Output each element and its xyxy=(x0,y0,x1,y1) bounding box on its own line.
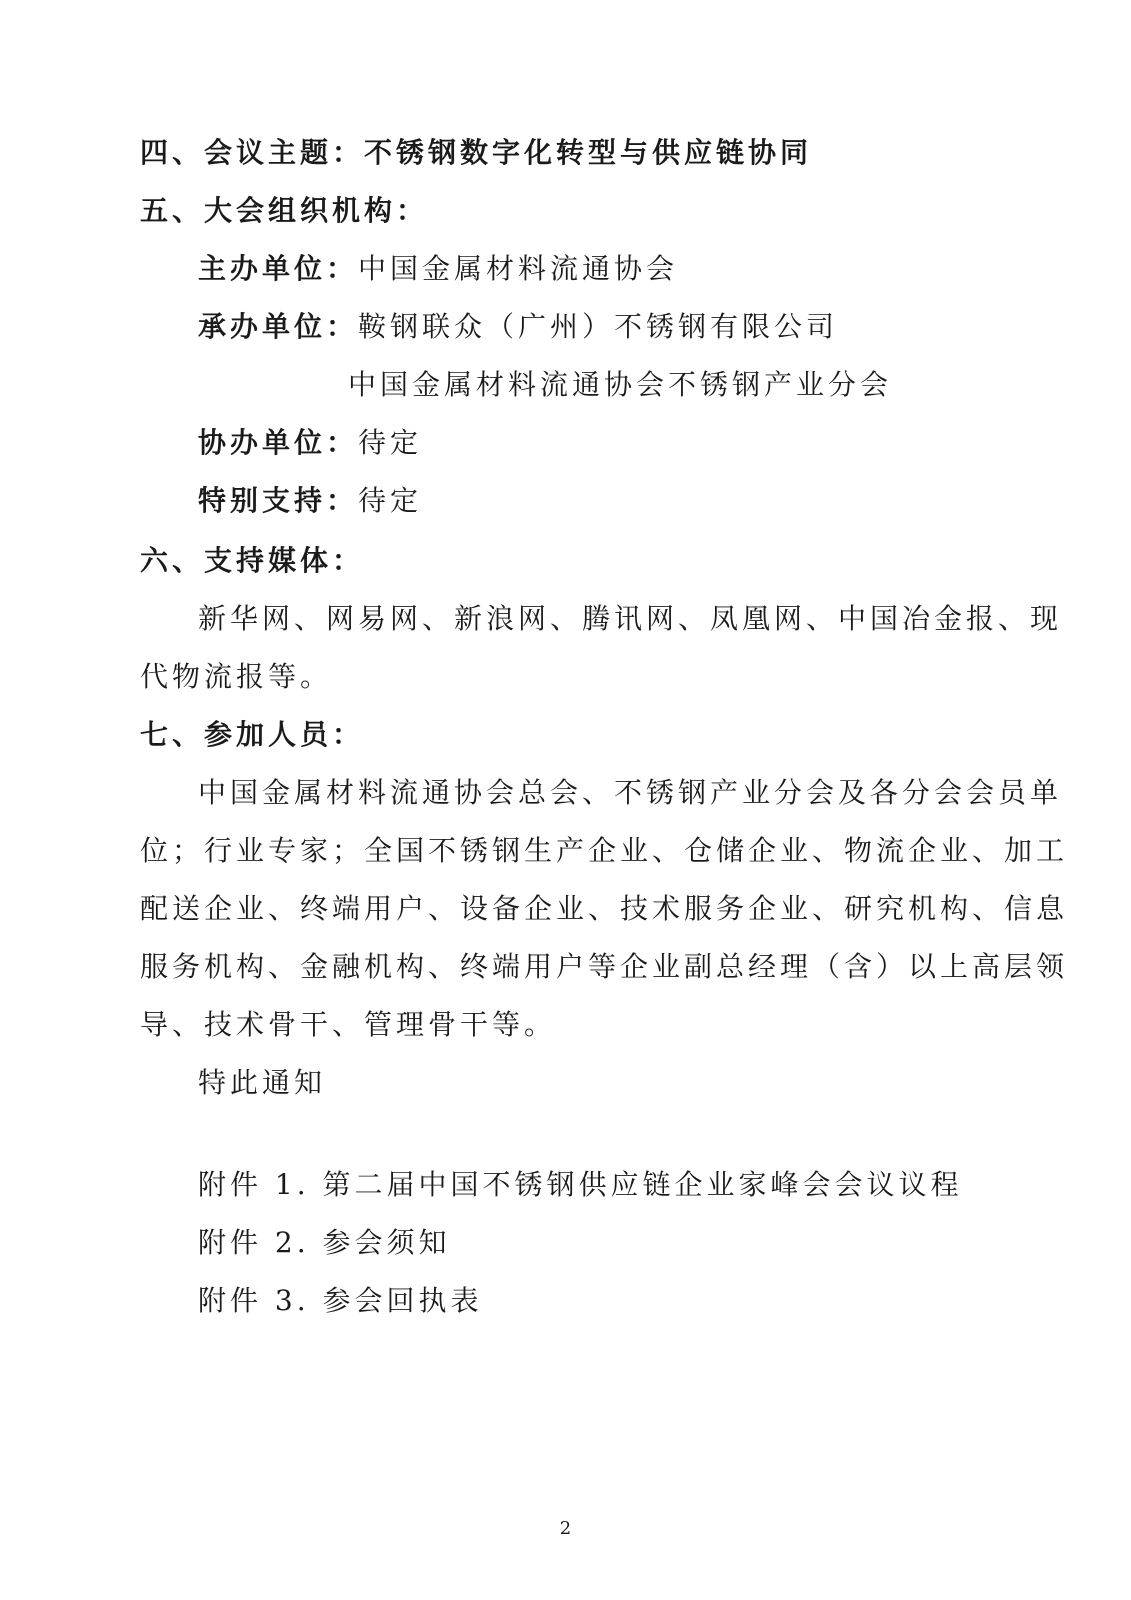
organizer-value-2: 中国金属材料流通协会不锈钢产业分会 xyxy=(348,368,893,401)
participants-line-4: 服务机构、金融机构、终端用户等企业副总经理（含）以上高层领 xyxy=(140,950,1069,983)
attachment-2: 附件 2. 参会须知 xyxy=(198,1226,451,1259)
special-support-label: 特别支持： xyxy=(198,484,359,517)
page-number: 2 xyxy=(559,1518,572,1539)
coorganizer-row xyxy=(198,423,422,463)
participants-line-3: 配送企业、终端用户、设备企业、技术服务企业、研究机构、信息 xyxy=(140,892,1069,925)
attachment-1: 附件 1. 第二届中国不锈钢供应链企业家峰会会议议程 xyxy=(198,1168,963,1201)
media-line-1: 新华网、网易网、新浪网、腾讯网、凤凰网、中国冶金报、现 xyxy=(198,602,1063,635)
organizer-label: 承办单位： xyxy=(198,310,359,343)
special-support-value: 待定 xyxy=(358,484,423,517)
participants-line-1: 中国金属材料流通协会总会、不锈钢产业分会及各分会会员单 xyxy=(198,776,1063,809)
special-support-row xyxy=(198,481,422,521)
section-4-label: 四、会议主题： xyxy=(140,136,365,169)
organizer-row xyxy=(198,307,838,347)
media-line-2: 代物流报等。 xyxy=(140,660,333,693)
section-4-heading xyxy=(140,133,812,173)
coorganizer-value: 待定 xyxy=(358,426,423,459)
host-label: 主办单位： xyxy=(198,252,359,285)
participants-line-5: 导、技术骨干、管理骨干等。 xyxy=(140,1008,557,1041)
section-7-heading: 七、参加人员： xyxy=(140,718,365,751)
section-5-heading: 五、大会组织机构： xyxy=(140,194,429,227)
attachment-3: 附件 3. 参会回执表 xyxy=(198,1284,483,1317)
section-4-value: 不锈钢数字化转型与供应链协同 xyxy=(364,136,813,169)
section-6-heading: 六、支持媒体： xyxy=(140,544,365,577)
coorganizer-label: 协办单位： xyxy=(198,426,359,459)
closing-text: 特此通知 xyxy=(198,1066,327,1099)
host-row xyxy=(198,249,678,289)
host-value: 中国金属材料流通协会 xyxy=(358,252,679,285)
participants-line-2: 位；行业专家；全国不锈钢生产企业、仓储企业、物流企业、加工 xyxy=(140,834,1069,867)
organizer-value-1: 鞍钢联众（广州）不锈钢有限公司 xyxy=(358,310,839,343)
